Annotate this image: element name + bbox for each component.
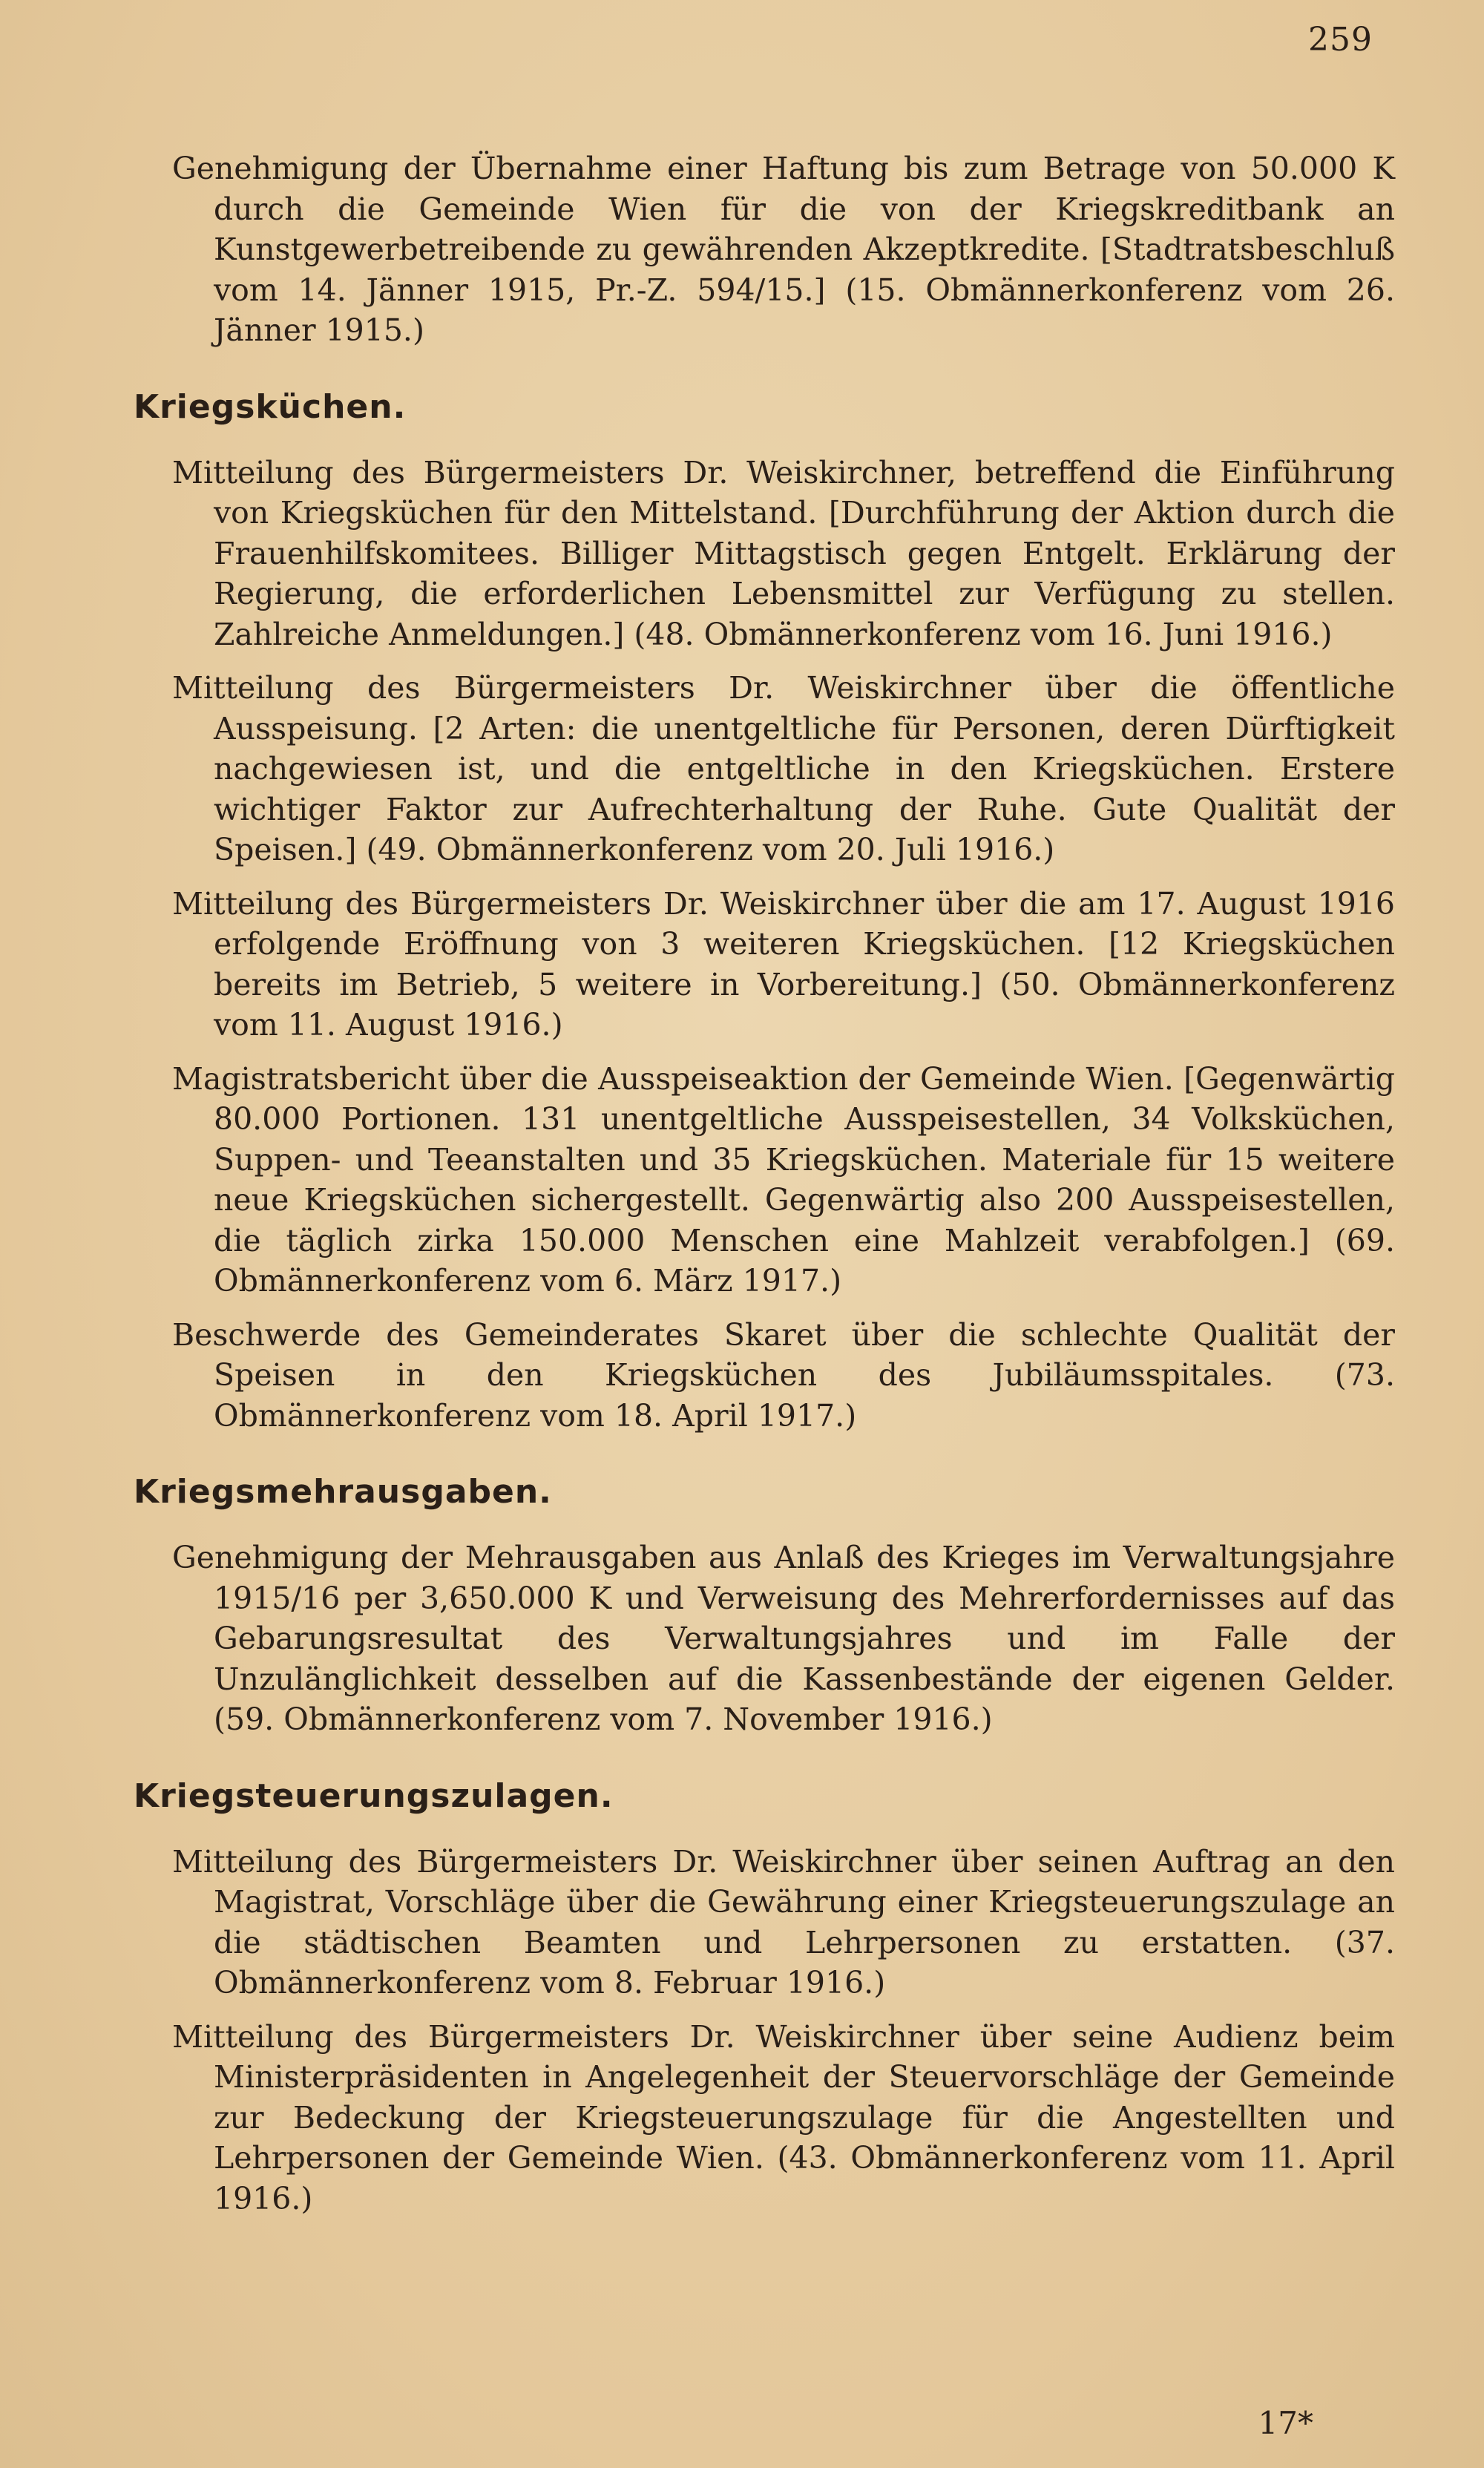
entry: Magistratsbericht über die Ausspeiseaktion der Gemeinde Wien. [Gegenwärtig 80.000 Portionen. 131 unentgeltliche Ausspeisestellen, 34 Volksküchen, Suppen- und Teeanstalten und 35 Kriegsküchen. Materiale für 15 weitere neue Kriegsküchen sichergestellt. Gegenwärtig also 200 Ausspeisestellen, die täglich zirka 150.000 Menschen eine Mahlzeit verabfolgen.] (69. Obmännerkonferenz vom 6. März 1917.) [172, 1060, 1395, 1299]
entry: Mitteilung des Bürgermeisters Dr. Weiskirchner über seine Audienz beim Ministerpräsidenten in Angelegenheit der Steuervorschläge der Gemeinde zur Bedeckung der Kriegsteuerungszulage für die Angestellten und Lehrpersonen der Gemeinde Wien. (43. Obmännerkonferenz vom 11. April 1916.) [172, 2018, 1395, 2216]
entry: Mitteilung des Bürgermeisters Dr. Weiskirchner, betreffend die Einführung von Kriegsküchen für den Mittelstand. [Durchführung der Aktion durch die Frauenhilfskomitees. Billiger Mittagstisch gegen Entgelt. Erklärung der Regierung, die erforderlichen Lebensmittel zur Verfügung zu stellen. Zahlreiche Anmeldungen.] (48. Obmännerkonferenz vom 16. Juni 1916.) [172, 454, 1395, 652]
entry: Mitteilung des Bürgermeisters Dr. Weiskirchner über seinen Auftrag an den Magistrat, Vorschläge über die Gewährung einer Kriegsteuerungszulage an die städtischen Beamten und Lehrpersonen zu erstatten. (37. Obmännerkonferenz vom 8. Februar 1916.) [172, 1843, 1395, 2001]
entry: Mitteilung des Bürgermeisters Dr. Weiskirchner über die am 17. August 1916 erfolgende Eröffnung von 3 weiteren Kriegsküchen. [12 Kriegsküchen bereits im Betrieb, 5 weitere in Vorbereitung.] (50. Obmännerkonferenz vom 11. August 1916.) [172, 885, 1395, 1043]
section-heading: Kriegsmehrausgaben. [134, 1473, 552, 1511]
entry: Genehmigung der Übernahme einer Haftung bis zum Betrage von 50.000 K durch die Gemeinde Wien für die von der Kriegskreditbank an Kunstgewerbetreibende zu gewährenden Akzeptkredite. [Stadtratsbeschluß vom 14. Jänner 1915, Pr.-Z. 594/15.] (15. Obmännerkonferenz vom 26. Jänner 1915.) [172, 151, 1395, 348]
entry: Genehmigung der Mehrausgaben aus Anlaß des Krieges im Verwaltungsjahre 1915/16 per 3,650.000 K und Verweisung des Mehrerfordernisses auf das Gebarungsresultat des Verwaltungsjahres und im Falle der Unzulänglichkeit desselben auf die Kassenbestände der eigenen Gelder. (59. Obmännerkonferenz vom 7. November 1916.) [172, 1540, 1395, 1737]
page-number: 259 [1308, 21, 1373, 59]
entry: Mitteilung des Bürgermeisters Dr. Weiskirchner über die öffentliche Ausspeisung. [2 Arten: die unentgeltliche für Personen, deren Dürftigkeit nachgewiesen ist, und die entgeltliche in den Kriegsküchen. Erstere wichtiger Faktor zur Aufrechterhaltung der Ruhe. Gute Qualität der Speisen.] (49. Obmännerkonferenz vom 20. Juli 1916.) [172, 670, 1395, 867]
section-heading: Kriegsteuerungszulagen. [134, 1776, 614, 1815]
printer-signature: 17* [1258, 2405, 1313, 2441]
section-heading: Kriegsküchen. [134, 387, 407, 426]
entry: Beschwerde des Gemeinderates Skaret über die schlechte Qualität der Speisen in den Kriegsküchen des Jubiläumsspitales. (73. Obmännerkonferenz vom 18. April 1917.) [172, 1316, 1395, 1434]
page-content [126, 148, 1395, 2232]
